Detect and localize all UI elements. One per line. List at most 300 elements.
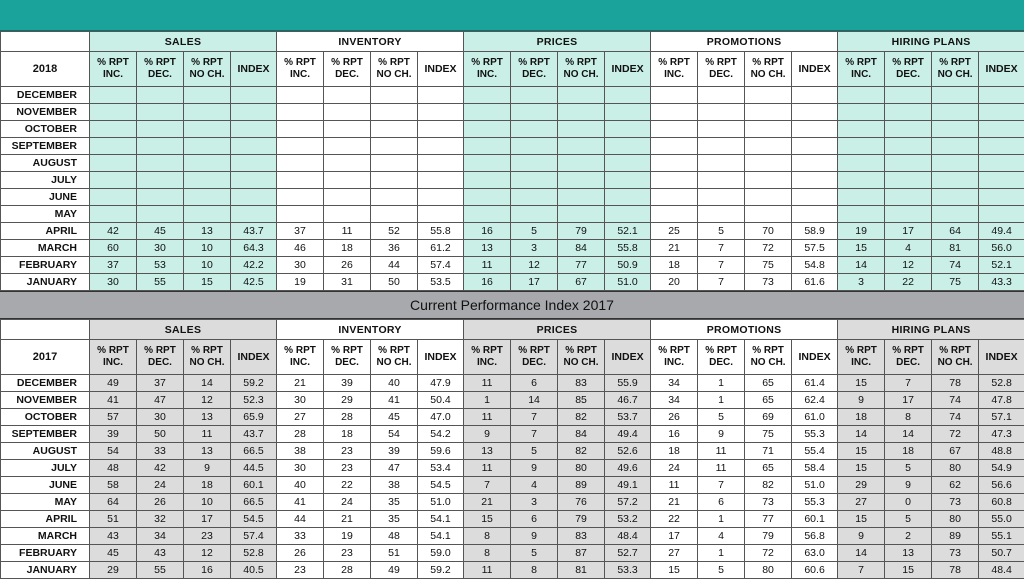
data-cell: 45 [90,545,137,562]
data-cell [464,104,511,121]
data-cell: 15 [838,375,885,392]
data-cell: 8 [464,528,511,545]
data-cell [605,121,651,138]
year-label: 2018 [1,52,90,87]
data-cell: 32 [137,511,184,528]
column-header-line2: INC. [838,69,884,81]
data-cell [558,172,605,189]
column-header-line2: NO CH. [932,357,978,369]
data-cell: 17 [885,223,932,240]
data-cell: 44 [277,511,324,528]
data-cell [418,87,464,104]
data-cell [838,155,885,172]
data-cell: 57 [90,409,137,426]
data-cell [979,172,1024,189]
data-cell [231,138,277,155]
group-header: INVENTORY [277,320,464,340]
column-header-line1: INDEX [231,351,276,363]
data-cell: 89 [932,528,979,545]
data-cell [932,121,979,138]
data-cell [932,206,979,223]
data-cell [418,206,464,223]
column-header [464,52,511,87]
data-cell: 1 [698,375,745,392]
data-cell: 62.4 [792,392,838,409]
data-cell: 14 [184,375,231,392]
column-header [184,340,231,375]
group-header: PRICES [464,320,651,340]
data-cell: 13 [184,409,231,426]
column-header-line2: INC. [90,69,136,81]
data-cell: 57.2 [605,494,651,511]
data-cell: 72 [932,426,979,443]
data-cell: 24 [651,460,698,477]
data-cell [324,121,371,138]
data-cell: 48.8 [979,443,1024,460]
column-header-line1: % RPT [511,57,557,69]
data-cell: 44.5 [231,460,277,477]
data-cell: 1 [698,545,745,562]
data-cell [511,155,558,172]
column-header-line2: DEC. [885,69,931,81]
data-cell: 28 [324,409,371,426]
data-cell [184,138,231,155]
data-cell: 53.3 [605,562,651,579]
month-label: JANUARY [1,274,90,291]
data-cell [745,206,792,223]
column-header [979,52,1024,87]
data-cell: 73 [932,545,979,562]
column-header-line2: INC. [838,357,884,369]
data-cell: 66.5 [231,494,277,511]
data-cell: 54.8 [792,257,838,274]
data-cell: 44 [371,257,418,274]
data-cell: 14 [511,392,558,409]
data-cell: 20 [651,274,698,291]
data-cell: 71 [745,443,792,460]
data-cell [745,138,792,155]
data-cell: 1 [698,392,745,409]
data-cell: 79 [745,528,792,545]
data-cell [651,138,698,155]
data-cell: 18 [324,240,371,257]
data-cell: 67 [558,274,605,291]
column-header [277,340,324,375]
data-cell: 0 [885,494,932,511]
data-cell: 13 [464,240,511,257]
data-cell [558,138,605,155]
data-cell [464,87,511,104]
data-cell: 14 [838,545,885,562]
data-cell: 80 [558,460,605,477]
column-header-line2: NO CH. [932,69,978,81]
data-cell: 12 [184,545,231,562]
column-header [605,340,651,375]
table-row [1,528,1024,545]
data-cell: 23 [324,443,371,460]
data-cell: 12 [511,257,558,274]
data-cell: 13 [184,443,231,460]
column-header [979,340,1024,375]
data-cell: 18 [838,409,885,426]
table-row [1,409,1024,426]
data-cell [324,189,371,206]
data-cell: 60.8 [979,494,1024,511]
data-cell: 77 [558,257,605,274]
column-header-line1: INDEX [979,351,1024,363]
table-row [1,562,1024,579]
column-header-line2: DEC. [137,69,183,81]
column-header [231,52,277,87]
data-cell: 9 [511,528,558,545]
data-cell: 52 [371,223,418,240]
data-cell: 6 [511,375,558,392]
data-cell [698,172,745,189]
month-label: DECEMBER [1,375,90,392]
data-cell: 11 [698,460,745,477]
column-header-line1: % RPT [184,345,230,357]
column-header-line2: NO CH. [371,357,417,369]
data-cell: 72 [745,240,792,257]
data-cell [418,138,464,155]
data-cell: 57.4 [418,257,464,274]
data-cell: 5 [511,545,558,562]
data-cell: 49.6 [605,460,651,477]
data-cell [838,121,885,138]
data-cell [184,87,231,104]
column-header [885,52,932,87]
data-cell [324,138,371,155]
data-cell [371,138,418,155]
data-cell: 28 [324,562,371,579]
data-cell [184,206,231,223]
data-cell [231,206,277,223]
column-header-line2: DEC. [885,357,931,369]
column-header-line1: % RPT [651,57,697,69]
data-cell: 16 [184,562,231,579]
month-label: MAY [1,494,90,511]
column-header-line1: % RPT [90,57,136,69]
data-cell: 49.4 [605,426,651,443]
data-cell [324,155,371,172]
data-cell [745,172,792,189]
data-cell [464,138,511,155]
data-cell: 5 [885,460,932,477]
data-cell: 79 [558,511,605,528]
data-cell: 82 [558,409,605,426]
column-header [137,52,184,87]
column-header-line2: NO CH. [558,357,604,369]
data-cell [137,121,184,138]
data-cell [511,172,558,189]
data-cell: 7 [511,426,558,443]
data-cell [371,155,418,172]
data-cell: 9 [885,477,932,494]
data-cell: 34 [137,528,184,545]
data-cell: 11 [464,409,511,426]
month-label: FEBRUARY [1,257,90,274]
data-cell: 56.8 [792,528,838,545]
column-header-line1: % RPT [137,57,183,69]
data-cell [464,189,511,206]
data-cell: 72 [745,545,792,562]
data-cell: 54.1 [418,528,464,545]
month-label: MAY [1,206,90,223]
column-header-line2: DEC. [698,69,744,81]
data-cell: 70 [745,223,792,240]
data-cell: 47.9 [418,375,464,392]
data-cell: 54.5 [418,477,464,494]
data-cell: 26 [651,409,698,426]
data-cell: 9 [184,460,231,477]
data-cell: 40 [277,477,324,494]
data-cell: 56.0 [979,240,1024,257]
data-cell [932,87,979,104]
data-cell [558,87,605,104]
data-cell: 21 [651,240,698,257]
data-cell: 26 [277,545,324,562]
data-cell: 89 [558,477,605,494]
data-cell [511,87,558,104]
data-cell: 5 [698,409,745,426]
data-cell [418,104,464,121]
column-header-line1: % RPT [90,345,136,357]
data-cell: 18 [885,443,932,460]
column-header-line2: DEC. [511,69,557,81]
data-cell [371,172,418,189]
data-cell [651,104,698,121]
data-cell: 23 [324,545,371,562]
data-cell: 49.4 [979,223,1024,240]
data-cell: 31 [324,274,371,291]
data-cell [698,104,745,121]
data-cell [885,138,932,155]
data-cell [932,172,979,189]
data-cell: 52.3 [231,392,277,409]
group-header: HIRING PLANS [838,320,1024,340]
data-cell: 60.6 [792,562,838,579]
data-cell: 3 [511,240,558,257]
data-cell: 55.8 [605,240,651,257]
data-cell: 22 [885,274,932,291]
data-cell: 16 [464,223,511,240]
group-header: HIRING PLANS [838,32,1024,52]
data-cell [605,155,651,172]
data-cell: 53.4 [418,460,464,477]
data-cell: 19 [324,528,371,545]
data-cell: 15 [651,562,698,579]
table-row [1,392,1024,409]
data-cell: 29 [90,562,137,579]
data-cell [137,138,184,155]
data-cell: 50 [137,426,184,443]
data-cell: 61.4 [792,375,838,392]
data-cell: 46.7 [605,392,651,409]
data-cell: 54.5 [231,511,277,528]
table-row [1,189,1024,206]
column-header-line1: INDEX [792,63,837,75]
column-header-line1: % RPT [464,57,510,69]
data-cell: 60.1 [792,511,838,528]
column-header-line1: INDEX [418,63,463,75]
column-header [932,52,979,87]
data-cell [418,172,464,189]
data-cell: 66.5 [231,443,277,460]
data-cell: 9 [464,426,511,443]
data-cell [979,87,1024,104]
data-cell: 11 [698,443,745,460]
data-cell: 54.9 [979,460,1024,477]
data-cell [885,189,932,206]
data-cell: 7 [511,409,558,426]
data-cell: 50 [371,274,418,291]
data-cell: 48.4 [979,562,1024,579]
data-cell [838,206,885,223]
column-header-line1: % RPT [932,57,978,69]
data-cell: 81 [558,562,605,579]
column-header-line2: NO CH. [745,357,791,369]
data-cell: 82 [745,477,792,494]
data-cell [979,206,1024,223]
data-cell [277,206,324,223]
data-cell: 49 [371,562,418,579]
data-cell: 61.6 [792,274,838,291]
month-label: SEPTEMBER [1,138,90,155]
data-cell [371,206,418,223]
column-header [371,340,418,375]
column-header [137,340,184,375]
table-row [1,206,1024,223]
data-cell: 57.1 [979,409,1024,426]
data-cell: 78 [932,562,979,579]
month-label: FEBRUARY [1,545,90,562]
data-cell [90,155,137,172]
data-cell: 6 [511,511,558,528]
group-header: PROMOTIONS [651,320,838,340]
data-cell: 23 [277,562,324,579]
data-cell: 58.9 [792,223,838,240]
data-cell: 18 [184,477,231,494]
data-cell: 69 [745,409,792,426]
data-cell: 43.3 [979,274,1024,291]
data-cell: 54.2 [418,426,464,443]
table-row [1,511,1024,528]
data-cell: 10 [184,494,231,511]
data-cell: 23 [184,528,231,545]
data-cell: 13 [464,443,511,460]
data-cell: 9 [838,528,885,545]
column-header [90,340,137,375]
data-cell: 50.4 [418,392,464,409]
data-cell: 75 [745,257,792,274]
table-row [1,494,1024,511]
data-cell: 59.0 [418,545,464,562]
data-cell [137,87,184,104]
month-label: DECEMBER [1,87,90,104]
data-cell [137,155,184,172]
data-cell: 35 [371,511,418,528]
data-cell: 42 [90,223,137,240]
data-cell [885,155,932,172]
data-cell: 15 [838,511,885,528]
column-header-line1: % RPT [324,57,370,69]
data-cell: 21 [277,375,324,392]
month-label: MARCH [1,240,90,257]
table-row [1,443,1024,460]
data-cell [838,104,885,121]
data-cell [885,172,932,189]
group-header: PRICES [464,32,651,52]
data-cell: 79 [558,223,605,240]
data-cell: 65.9 [231,409,277,426]
data-cell: 65 [745,392,792,409]
data-cell: 55.1 [979,528,1024,545]
data-cell: 11 [464,562,511,579]
column-header-line2: NO CH. [558,69,604,81]
data-cell [464,206,511,223]
data-cell: 62 [932,477,979,494]
column-header-line1: % RPT [371,345,417,357]
data-cell [277,87,324,104]
column-header [932,340,979,375]
data-cell [979,104,1024,121]
data-cell: 7 [464,477,511,494]
data-cell: 59.2 [231,375,277,392]
column-header-line1: INDEX [792,351,837,363]
data-cell: 24 [137,477,184,494]
data-cell [511,121,558,138]
data-cell: 37 [277,223,324,240]
data-cell: 41 [277,494,324,511]
data-cell [371,121,418,138]
data-cell: 9 [838,392,885,409]
data-cell: 10 [184,257,231,274]
column-header-line2: DEC. [137,357,183,369]
column-header-line1: % RPT [511,345,557,357]
data-cell: 30 [137,409,184,426]
column-header [838,52,885,87]
data-cell: 21 [651,494,698,511]
data-cell [651,206,698,223]
table-row [1,104,1024,121]
data-cell [885,87,932,104]
data-cell: 24 [324,494,371,511]
data-cell: 13 [184,223,231,240]
data-cell: 60 [90,240,137,257]
column-header [838,340,885,375]
column-header-line1: % RPT [277,57,323,69]
column-header [418,52,464,87]
data-cell: 43.7 [231,223,277,240]
data-cell [137,206,184,223]
data-cell: 33 [137,443,184,460]
data-cell: 51 [90,511,137,528]
section-title-2017: Current Performance Index 2017 [0,291,1024,319]
data-cell [885,104,932,121]
data-cell [932,189,979,206]
data-cell [137,189,184,206]
data-cell [792,138,838,155]
data-cell [651,155,698,172]
data-cell [418,121,464,138]
data-cell: 80 [745,562,792,579]
month-label: JANUARY [1,562,90,579]
data-cell: 45 [137,223,184,240]
data-cell: 4 [885,240,932,257]
data-cell [792,189,838,206]
column-header [511,52,558,87]
data-cell [605,138,651,155]
